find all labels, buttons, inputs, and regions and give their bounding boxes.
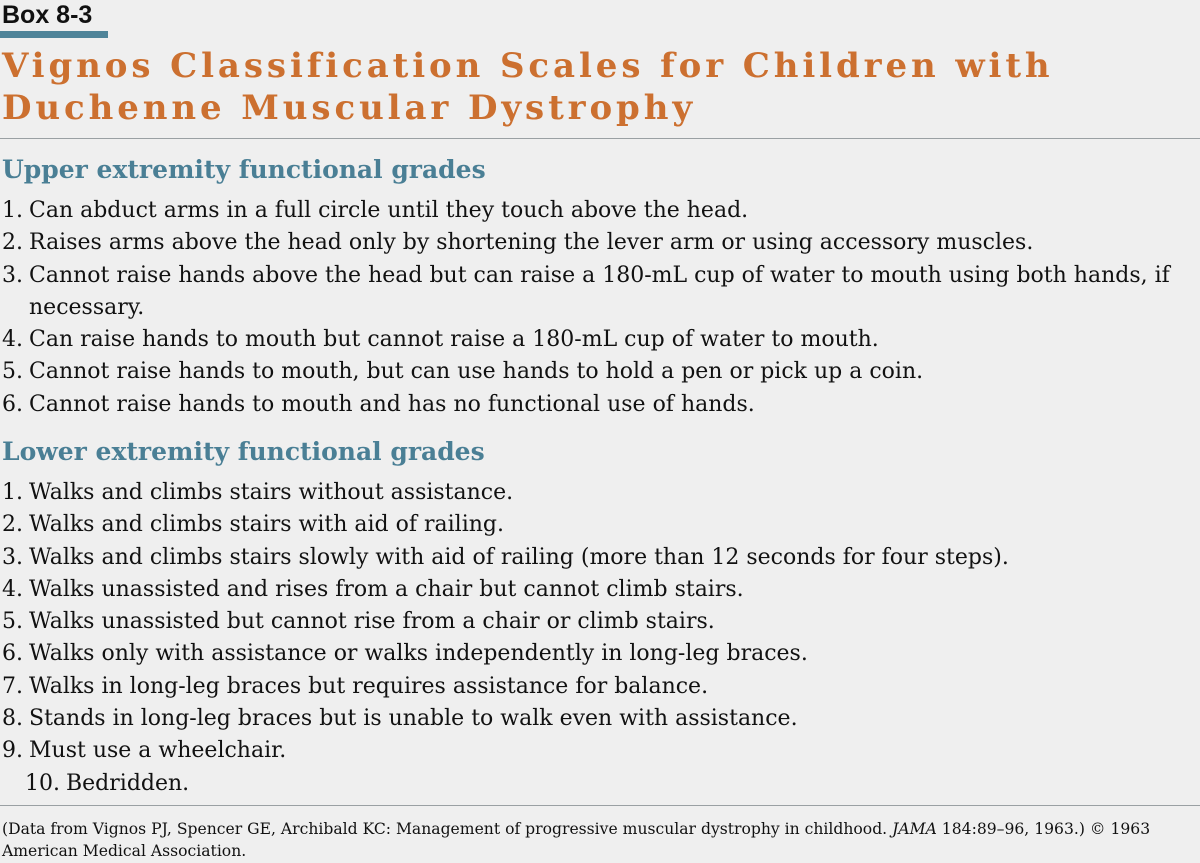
lower-extremity-heading: Lower extremity functional grades (2, 437, 485, 466)
grade-item (0, 574, 1196, 606)
grade-number: 4. (2, 327, 23, 353)
box-label-underline (0, 31, 108, 38)
grade-item (0, 195, 1196, 227)
grade-item (0, 260, 1196, 325)
grade-number: 8. (2, 706, 23, 732)
upper-extremity-heading: Upper extremity functional grades (2, 155, 486, 184)
grade-item (0, 638, 1196, 670)
grade-number: 6. (2, 391, 23, 417)
grade-number: 9. (2, 738, 23, 764)
citation-journal: JAMA (892, 820, 937, 838)
grade-item (0, 324, 1196, 356)
grade-text: Can abduct arms in a full circle until they touch above the head. (29, 198, 749, 223)
grade-item (0, 227, 1196, 259)
grade-item (0, 703, 1196, 735)
grade-number: 10. (25, 770, 60, 796)
grade-text: Walks and climbs stairs without assistance. (29, 480, 514, 505)
grade-number: 1. (2, 198, 23, 223)
grade-text: Walks and climbs stairs with aid of railing. (29, 512, 504, 538)
grade-item (0, 735, 1196, 767)
citation-text: (Data from Vignos PJ, Spencer GE, Archibald KC: Management of progressive muscular dystrophy in childhood. (2, 820, 893, 838)
grade-item (0, 671, 1196, 703)
source-citation (2, 818, 1198, 862)
footer-divider (0, 805, 1200, 806)
grade-number: 2. (2, 230, 23, 256)
grade-item (0, 606, 1196, 638)
grade-number: 3. (2, 262, 23, 288)
grade-item (0, 509, 1196, 541)
upper-extremity-list (0, 195, 1196, 421)
grade-text: Cannot raise hands above the head but can raise a 180-mL cup of water to mouth using both hands, if necessary. (29, 262, 1170, 320)
grade-number: 7. (2, 673, 23, 699)
grade-text: Stands in long-leg braces but is unable to walk even with assistance. (29, 706, 798, 732)
grade-text: Walks unassisted but cannot rise from a chair or climb stairs. (29, 609, 715, 635)
grade-item (0, 768, 1196, 800)
grade-number: 1. (2, 480, 23, 505)
grade-text: Raises arms above the head only by shortening the lever arm or using accessory muscles. (29, 230, 1034, 256)
grade-number: 4. (2, 576, 23, 602)
grade-text: Cannot raise hands to mouth and has no functional use of hands. (29, 391, 755, 417)
grade-text: Walks in long-leg braces but requires assistance for balance. (29, 673, 709, 699)
box-label: Box 8-3 (2, 1, 93, 29)
grade-text: Bedridden. (66, 770, 190, 796)
grade-text: Cannot raise hands to mouth, but can use hands to hold a pen or pick up a coin. (29, 359, 924, 385)
lower-extremity-list (0, 477, 1196, 800)
grade-number: 6. (2, 641, 23, 667)
grade-text: Walks unassisted and rises from a chair but cannot climb stairs. (29, 576, 744, 602)
grade-text: Walks only with assistance or walks independently in long-leg braces. (29, 641, 808, 667)
grade-item (0, 389, 1196, 421)
grade-number: 5. (2, 609, 23, 635)
grade-item (0, 356, 1196, 388)
box-title: Vignos Classification Scales for Children with Duchenne Muscular Dystrophy (2, 46, 1054, 128)
grade-item (0, 477, 1196, 509)
grade-text: Can raise hands to mouth but cannot raise a 180-mL cup of water to mouth. (29, 327, 879, 353)
grade-number: 2. (2, 512, 23, 538)
title-divider (0, 138, 1200, 139)
citation-details: 184:89–96, 1963.) © 1963 American Medical Association. (2, 820, 1151, 860)
grade-number: 3. (2, 544, 23, 570)
grade-item (0, 542, 1196, 574)
grade-number: 5. (2, 359, 23, 385)
grade-text: Walks and climbs stairs slowly with aid of railing (more than 12 seconds for four steps). (29, 544, 1009, 570)
grade-text: Must use a wheelchair. (29, 738, 287, 764)
